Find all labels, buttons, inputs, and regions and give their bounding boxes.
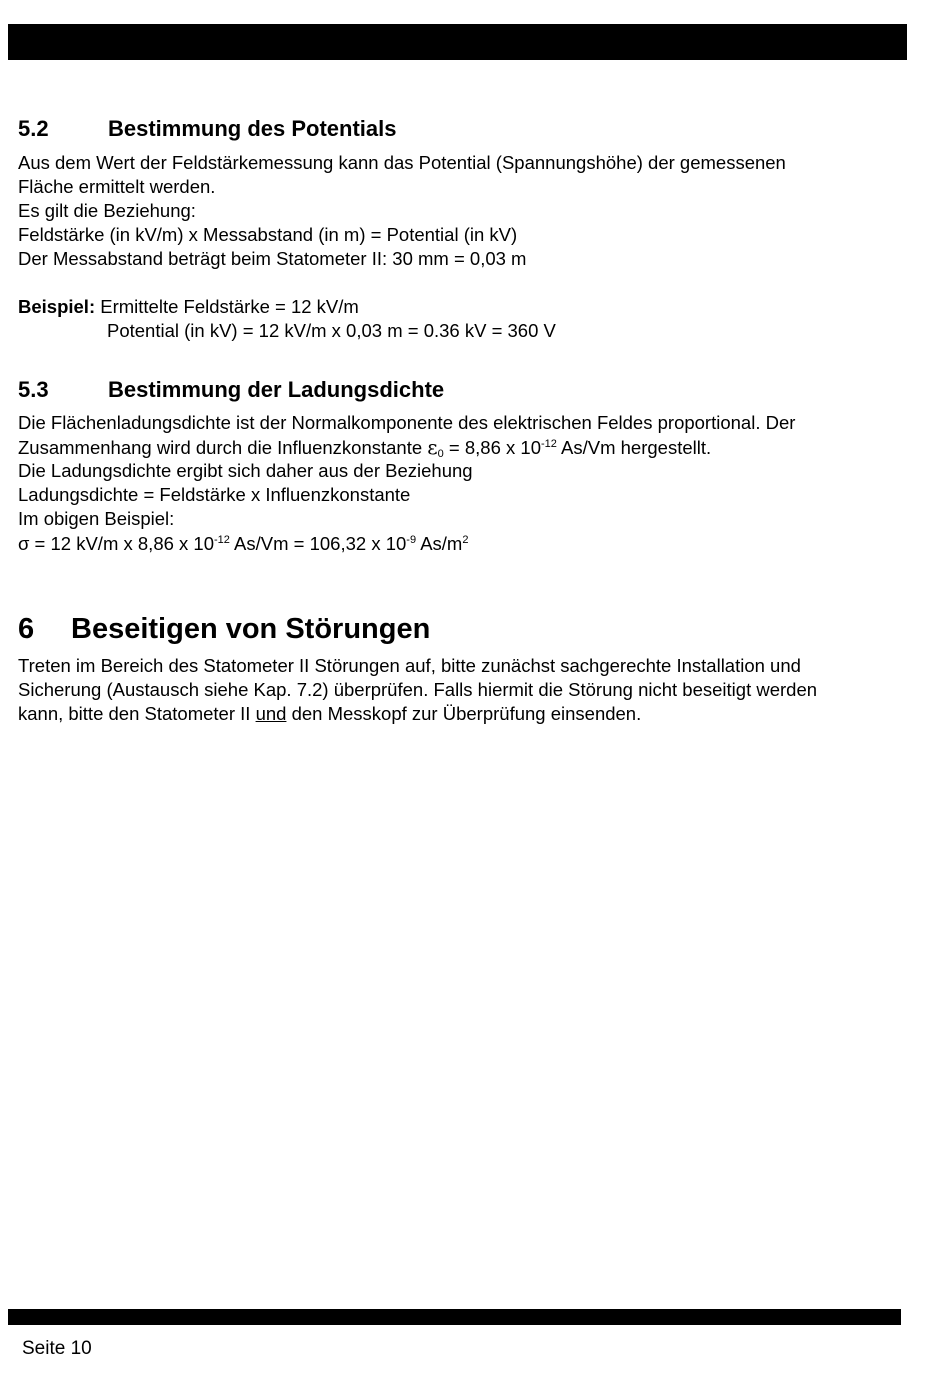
paragraph-line (18, 702, 641, 726)
subscript: 0 (437, 448, 444, 460)
section-title: Bestimmung der Ladungsdichte (108, 377, 445, 402)
example-label: Beispiel: (18, 296, 96, 317)
header-bar (8, 24, 907, 60)
paragraph-line: Es gilt die Beziehung: (18, 200, 196, 221)
paragraph-line (18, 435, 711, 460)
section-6-heading (18, 612, 430, 646)
text-run: As/m (416, 533, 463, 554)
text-run: As/Vm = 106,32 x 10 (229, 533, 407, 554)
paragraph-line: Sicherung (Austausch siehe Kap. 7.2) überprüfen. Falls hiermit die Störung nicht beseitigt werden (18, 679, 818, 700)
paragraph-line: Treten im Bereich des Statometer II Störungen auf, bitte zunächst sachgerechte Installation und (18, 655, 801, 676)
paragraph-line: Die Ladungsdichte ergibt sich daher aus der Beziehung (18, 460, 473, 481)
superscript: -12 (214, 534, 230, 546)
epsilon-symbol: ε (427, 435, 438, 459)
paragraph-line: Aus dem Wert der Feldstärkemessung kann das Potential (Spannungshöhe) der gemessenen (18, 152, 786, 173)
example-line (18, 295, 359, 319)
section-number: 6 (18, 613, 35, 645)
section-title: Bestimmung des Potentials (108, 116, 397, 141)
paragraph-line: Der Messabstand beträgt beim Statometer II: 30 mm = 0,03 m (18, 248, 527, 269)
paragraph-line: Ladungsdichte = Feldstärke x Influenzkonstante (18, 484, 411, 505)
section-number: 5.3 (18, 377, 49, 402)
example-text: Ermittelte Feldstärke = 12 kV/m (100, 296, 359, 317)
text-run: = 8,86 x 10 (443, 437, 541, 458)
text-run: Zusammenhang wird durch die Influenzkonstante (18, 437, 428, 458)
page-number: Seite 10 (22, 1338, 92, 1359)
section-5-3-heading (18, 377, 444, 403)
text-run: den Messkopf zur Überprüfung einsenden. (286, 703, 642, 724)
section-title: Beseitigen von Störungen (71, 613, 431, 645)
example-line: Potential (in kV) = 12 kV/m x 0,03 m = 0.36 kV = 360 V (107, 320, 556, 341)
superscript: -12 (541, 438, 557, 450)
paragraph-line: Im obigen Beispiel: (18, 508, 175, 529)
formula-line (18, 532, 468, 556)
text-run: As/Vm hergestellt. (556, 437, 712, 458)
paragraph-line: Die Flächenladungsdichte ist der Normalkomponente des elektrischen Feldes proportional. Der (18, 412, 796, 433)
superscript: 2 (462, 534, 469, 546)
section-5-2-heading (18, 116, 397, 142)
superscript: -9 (406, 534, 417, 546)
paragraph-line: Fläche ermittelt werden. (18, 176, 216, 197)
paragraph-line: Feldstärke (in kV/m) x Messabstand (in m) = Potential (in kV) (18, 224, 518, 245)
section-number: 5.2 (18, 116, 49, 141)
footer-bar (8, 1309, 901, 1325)
text-run: kann, bitte den Statometer II (18, 703, 256, 724)
underlined-word: und (255, 703, 287, 724)
text-run: σ = 12 kV/m x 8,86 x 10 (18, 533, 215, 554)
